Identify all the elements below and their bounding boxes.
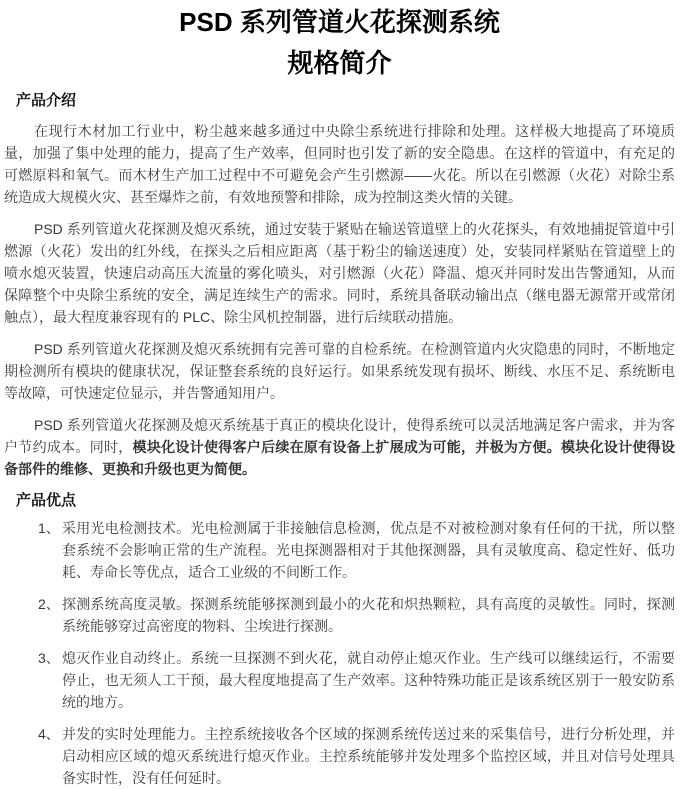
paragraph-4-bold-run: 模块化设计使得客户后续在原有设备上扩展成为可能，并极为方便。模块化设计使得设备部件的维修、更换和升级也更为简便。: [4, 439, 676, 477]
feature-item-4: [4, 723, 675, 789]
intro-paragraph-3: PSD 系列管道火花探测及熄灭系统拥有完善可靠的自检系统。在检测管道内火灾隐患的同时，不断地定期检测所有模块的健康状况，保证整套系统的良好运行。如果系统发现有损坏、断线、水压不足、系统断电等故障，可快速定位显示，并告警通知用户。: [4, 341, 675, 401]
section-heading-intro: 产品介绍: [16, 92, 77, 109]
feature-item-1: [4, 517, 675, 583]
document-title-line2: 规格简介: [287, 48, 392, 78]
feature-number-1: 1、: [38, 520, 60, 536]
feature-number-4: 4、: [38, 726, 60, 742]
feature-number-3: 3、: [38, 650, 60, 666]
section-heading-features: 产品优点: [16, 492, 77, 509]
feature-text-2: 探测系统高度灵敏。探测系统能够探测到最小的火花和炽热颗粒，具有高度的灵敏性。同时，探测系统能够穿过高密度的物料、尘埃进行探测。: [62, 596, 675, 634]
feature-item-2: [4, 593, 675, 637]
feature-text-1: 采用光电检测技术。光电检测属于非接触信息检测，优点是不对被检测对象有任何的干扰，所以整套系统不会影响正常的生产流程。光电探测器相对于其他探测器，具有灵敏度高、稳定性好、低功耗、寿命长等优点，适合工业级的不间断工作。: [62, 520, 675, 580]
intro-paragraph-1: 在现行木材加工行业中，粉尘越来越多通过中央除尘系统进行排除和处理。这样极大地提高了环境质量，加强了集中处理的能力，提高了生产效率，但同时也引发了新的安全隐患。在这样的管道中，有充足的可燃原料和氧气。而木材生产加工过程中不可避免会产生引燃源——火花。所以在引燃源（火花）对除尘系统造成大规模火灾、甚至爆炸之前，有效地预警和排除，成为控制这类火情的关键。: [4, 123, 675, 205]
intro-paragraph-2: PSD 系列管道火花探测及熄灭系统，通过安装于紧贴在输送管道壁上的火花探头，有效地捕捉管道中引燃源（火花）发出的红外线，在探头之后相应距离（基于粉尘的输送速度）处，安装同样紧贴在管道壁上的喷水熄灭装置，快速启动高压大流量的雾化喷头，对引燃源（火花）降温、熄灭并同时发出告警通知，从而保障整个中央除尘系统的安全，满足连续生产的需求。同时，系统具备联动输出点（继电器无源常开或常闭触点），最大程度兼容现有的 PLC、除尘风机控制器，进行后续联动措施。: [4, 221, 675, 325]
feature-number-2: 2、: [38, 596, 60, 612]
feature-text-3: 熄灭作业自动终止。系统一旦探测不到火花，就自动停止熄灭作业。生产线可以继续运行，不需要停止，也无须人工干预，最大程度地提高了生产效率。这种特殊功能正是该系统区别于一般安防系统的地方。: [62, 650, 675, 710]
feature-text-4: 并发的实时处理能力。主控系统接收各个区域的探测系统传送过来的采集信号，进行分析处理，并启动相应区域的熄灭系统进行熄灭作业。主控系统能够并发处理多个监控区域，并且对信号处理具备实时性，没有任何延时。: [62, 726, 675, 786]
intro-paragraph-4: [4, 414, 675, 480]
paragraph-4-normal-run: PSD 系列管道火花探测及熄灭系统基于真正的模块化设计，使得系统可以灵活地满足客户需求，并为客户节约成本。同时，: [4, 417, 675, 455]
document-title-line1: PSD 系列管道火花探测系统: [179, 7, 500, 37]
feature-item-3: [4, 647, 675, 713]
document-title: [4, 2, 675, 84]
